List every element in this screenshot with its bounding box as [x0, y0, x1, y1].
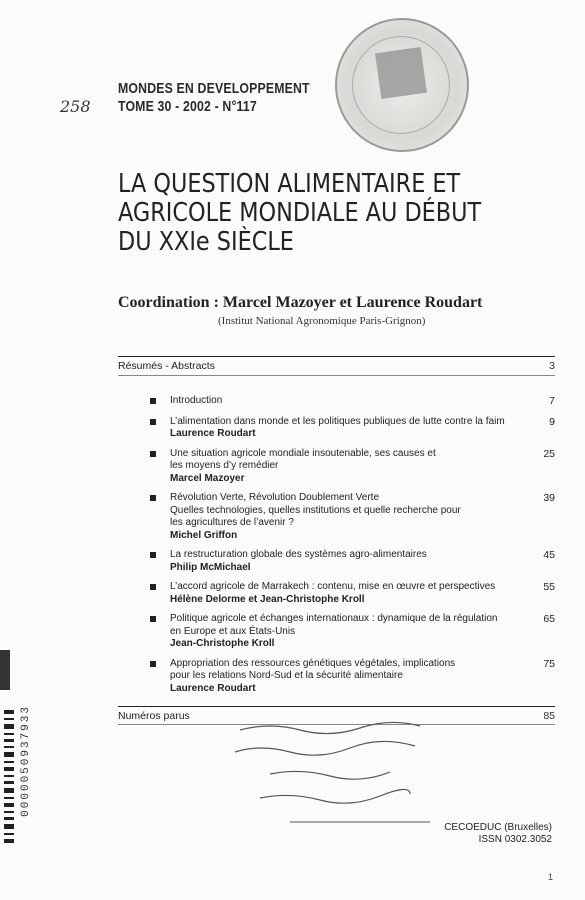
top-rule	[118, 356, 555, 357]
toc-entry-page: 65	[543, 613, 555, 625]
toc-entry-page: 9	[549, 415, 555, 428]
toc-entry-title: Introduction	[170, 395, 223, 406]
library-stamp-emblem	[375, 47, 427, 99]
toc-entry-title: Révolution Verte, Révolution Doublement Verte Quelles technologies, quelles institutions et quelle recherche pour les agricultures de l’avenir ?	[170, 492, 461, 528]
toc-entry-page: 7	[549, 395, 555, 407]
toc-entry	[150, 492, 555, 542]
toc-entry	[150, 395, 555, 408]
toc-entry-page: 45	[543, 549, 555, 561]
toc-entry-page: 55	[543, 581, 555, 593]
toc-entry-author: Laurence Roudart	[170, 428, 256, 439]
toc-entry-page: 39	[543, 492, 555, 504]
toc-entry-author: Laurence Roudart	[170, 682, 256, 694]
toc-entry-title: L’accord agricole de Marrakech : contenu, mise en œuvre et perspectives	[170, 581, 496, 592]
handwritten-number: 258	[60, 97, 91, 116]
publisher-block	[440, 822, 552, 846]
toc-entry-author: Marcel Mazoyer	[170, 472, 245, 484]
publisher-issn: ISSN 0302.3052	[478, 834, 552, 845]
abstracts-label: Résumés - Abstracts	[118, 360, 215, 372]
bottom-rule	[118, 706, 555, 707]
institution-line: (Institut National Agronomique Paris-Grignon)	[218, 315, 426, 327]
bullet-icon	[150, 398, 156, 404]
toc-entry-page: 75	[543, 657, 555, 670]
bullet-icon	[150, 495, 156, 501]
table-of-contents	[150, 395, 555, 702]
journal-issue: TOME 30 - 2002 - N°117	[118, 98, 257, 115]
toc-entry-author: Michel Griffon	[170, 529, 238, 541]
bullet-icon	[150, 419, 156, 425]
toc-entry-title: L’alimentation dans monde et les politiques publiques de lutte contre la faim	[170, 415, 505, 427]
bullet-icon	[150, 616, 156, 622]
toc-entry	[150, 448, 555, 486]
numeros-page: 85	[543, 710, 555, 722]
page-number: 1	[548, 872, 554, 882]
bullet-icon	[150, 451, 156, 457]
toc-entry-title: Une situation agricole mondiale insoutenable, ses causes et les moyens d’y remédier	[170, 447, 436, 471]
abstracts-underline	[118, 375, 555, 376]
bullet-icon	[150, 584, 156, 590]
coordination-line: Coordination : Marcel Mazoyer et Laurence Roudart	[118, 294, 483, 311]
journal-header	[118, 80, 310, 116]
toc-entry	[150, 581, 555, 606]
toc-entry-author: Jean-Christophe Kroll	[170, 638, 275, 649]
toc-entry	[150, 416, 555, 441]
toc-entry-author: Philip McMichael	[170, 561, 251, 573]
bullet-icon	[150, 552, 156, 558]
issue-title: LA QUESTION ALIMENTAIRE ET AGRICOLE MONDIALE AU DÉBUT DU XXIe SIÈCLE	[118, 169, 482, 257]
publisher-name: CECOEDUC (Bruxelles)	[444, 822, 552, 833]
toc-entry-title: Appropriation des ressources génétiques végétales, implications pour les relations Nord-Sud et la sécurité alimentaire	[170, 657, 456, 681]
toc-entry-author: Hélène Delorme et Jean-Christophe Kroll	[170, 593, 365, 605]
bullet-icon	[150, 661, 156, 667]
handwritten-annotation	[230, 718, 430, 828]
journal-name: MONDES EN DEVELOPPEMENT	[118, 80, 310, 97]
toc-entry	[150, 613, 555, 651]
toc-entry	[150, 658, 555, 696]
numeros-label: Numéros parus	[118, 710, 190, 722]
abstracts-page: 3	[549, 360, 555, 372]
toc-entry-title: La restructuration globale des systèmes agro-alimentaires	[170, 549, 427, 560]
toc-entry-title: Politique agricole et échanges internationaux : dynamique de la régulation en Europe et aux États-Unis	[170, 613, 498, 637]
barcode-digits: 0000050937933	[20, 705, 32, 817]
toc-entry	[150, 549, 555, 574]
toc-entry-page: 25	[543, 447, 555, 460]
